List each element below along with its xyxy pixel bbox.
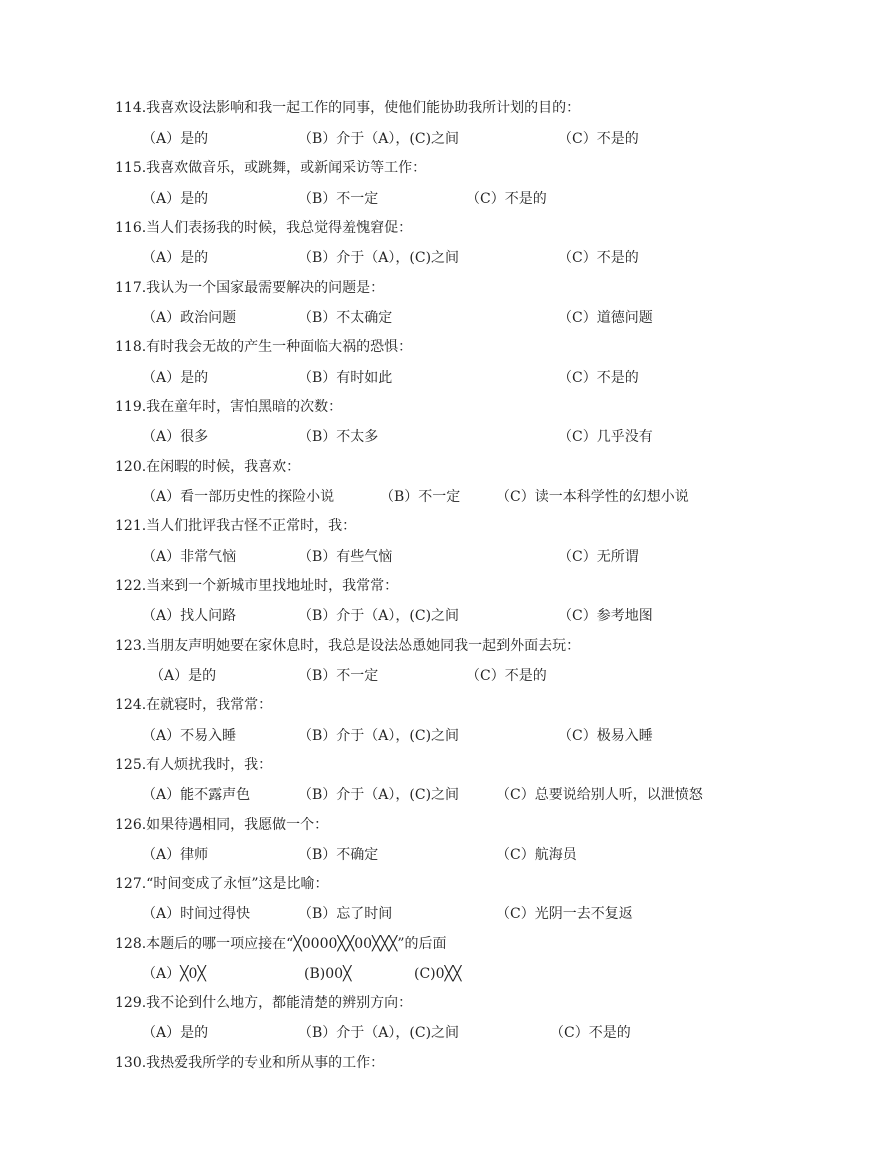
question-119: 119.我在童年时，害怕黑暗的次数： <box>115 399 343 415</box>
option-c: （C）读一本科学性的幻想小说 <box>496 489 689 505</box>
question-125: 125.有人烦扰我时，我： <box>115 757 273 773</box>
option-a: （A）不易入睡 <box>142 728 237 744</box>
question-126: 126.如果待遇相同，我愿做一个： <box>115 817 329 833</box>
option-a: （A）看一部历史性的探险小说 <box>142 489 335 505</box>
option-b: （B）介于（A），(C)之间 <box>298 1025 460 1041</box>
question-117: 117.我认为一个国家最需要解决的问题是： <box>115 280 385 296</box>
option-a: （A）是的 <box>142 1025 209 1041</box>
option-b: (B)00╳ <box>304 966 352 982</box>
option-c: （C）不是的 <box>558 370 639 386</box>
option-c: （C）参考地图 <box>558 608 653 624</box>
option-a: （A）是的 <box>142 370 209 386</box>
question-115: 115.我喜欢做音乐，或跳舞，或新闻采访等工作： <box>115 160 427 176</box>
question-127: 127.“时间变成了永恒”这是比喻： <box>115 876 329 892</box>
question-121: 121.当人们批评我古怪不正常时，我： <box>115 518 357 534</box>
option-c: （C）不是的 <box>550 1025 631 1041</box>
option-c: （C）几乎没有 <box>558 429 653 445</box>
option-a: （A）是的 <box>142 131 209 147</box>
option-c: （C）不是的 <box>466 191 547 207</box>
question-114: 114.我喜欢设法影响和我一起工作的同事，使他们能协助我所计划的目的： <box>115 100 581 116</box>
option-c: （C）光阴一去不复返 <box>496 906 633 922</box>
option-a: （A）是的 <box>142 191 209 207</box>
option-b: （B）介于（A），(C)之间 <box>298 608 460 624</box>
option-c: （C）不是的 <box>558 131 639 147</box>
question-123: 123.当朋友声明她要在家休息时，我总是设法怂恿她同我一起到外面去玩： <box>115 638 581 654</box>
question-124: 124.在就寝时，我常常： <box>115 697 273 713</box>
option-c: （C）极易入睡 <box>558 728 653 744</box>
option-c: （C）航海员 <box>496 847 577 863</box>
option-a: （A）能不露声色 <box>142 787 251 803</box>
question-116: 116.当人们表扬我的时候，我总觉得羞愧窘促： <box>115 220 413 236</box>
option-b: （B）不一定 <box>298 668 379 684</box>
option-b: （B）有时如此 <box>298 370 393 386</box>
option-c: （C）总要说给别人听，以泄愤怒 <box>496 787 703 803</box>
option-a: （A）是的 <box>150 668 217 684</box>
question-130: 130.我热爱我所学的专业和所从事的工作： <box>115 1055 385 1071</box>
option-c: （C）道德问题 <box>558 310 653 326</box>
option-b: （B）不一定 <box>380 489 461 505</box>
option-b: （B）介于（A），(C)之间 <box>298 787 460 803</box>
option-b: （B）有些气恼 <box>298 549 393 565</box>
option-c: (C)0╳╳ <box>414 966 462 982</box>
question-128: 128.本题后的哪一项应接在“╳0000╳╳00╳╳╳”的后面 <box>115 936 447 952</box>
option-b: （B）不太多 <box>298 429 379 445</box>
option-a: （A）政治问题 <box>142 310 237 326</box>
question-129: 129.我不论到什么地方，都能清楚的辨别方向： <box>115 995 413 1011</box>
question-120: 120.在闲暇的时候，我喜欢： <box>115 459 301 475</box>
option-a: （A）找人问路 <box>142 608 237 624</box>
option-b: （B）不一定 <box>298 191 379 207</box>
option-c: （C）无所谓 <box>558 549 639 565</box>
option-a: （A）╳0╳ <box>142 966 206 982</box>
option-c: （C）不是的 <box>466 668 547 684</box>
option-a: （A）非常气恼 <box>142 549 237 565</box>
option-b: （B）不确定 <box>298 847 379 863</box>
question-118: 118.有时我会无故的产生一种面临大祸的恐惧： <box>115 339 413 355</box>
option-b: （B）介于（A），(C)之间 <box>298 728 460 744</box>
option-a: （A）很多 <box>142 429 209 445</box>
option-b: （B）忘了时间 <box>298 906 393 922</box>
option-b: （B）不太确定 <box>298 310 393 326</box>
option-a: （A）是的 <box>142 250 209 266</box>
option-b: （B）介于（A），(C)之间 <box>298 131 460 147</box>
option-a: （A）时间过得快 <box>142 906 251 922</box>
question-122: 122.当来到一个新城市里找地址时，我常常： <box>115 578 399 594</box>
option-a: （A）律师 <box>142 847 209 863</box>
option-c: （C）不是的 <box>558 250 639 266</box>
option-b: （B）介于（A），(C)之间 <box>298 250 460 266</box>
